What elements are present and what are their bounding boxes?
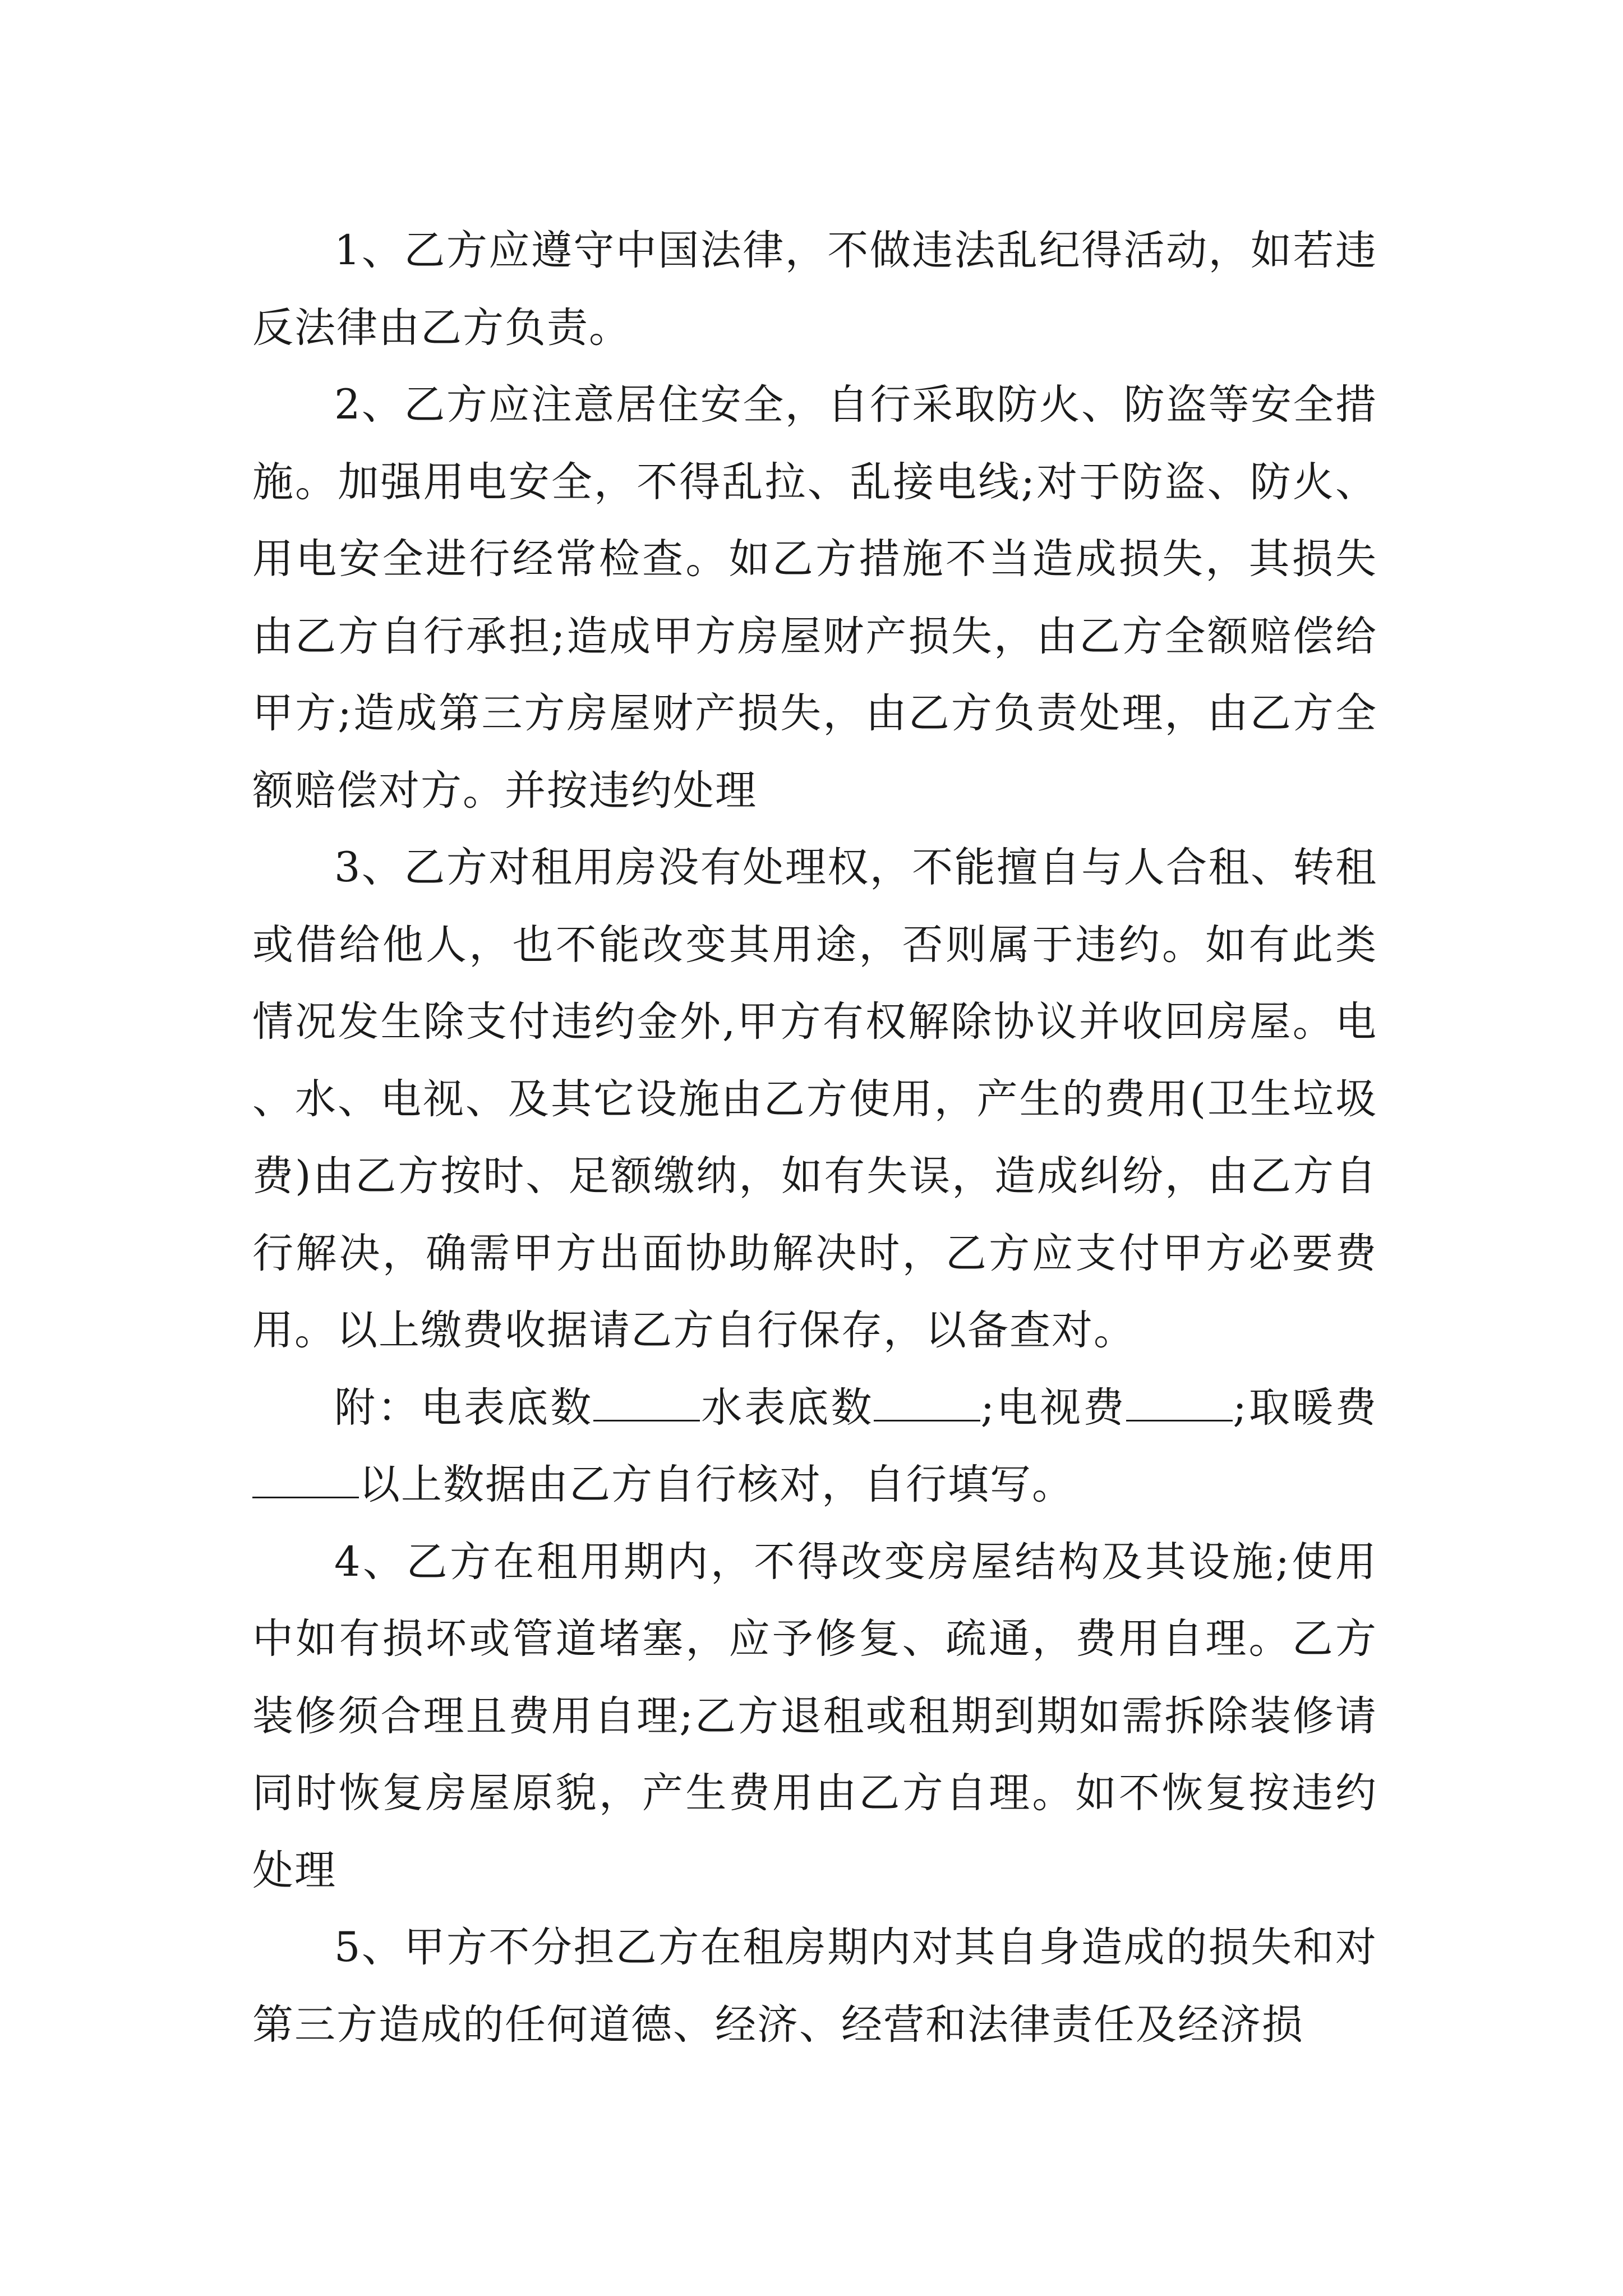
heating-fee-blank[interactable] (252, 1463, 359, 1498)
electric-meter-blank[interactable] (593, 1386, 700, 1421)
water-meter-label: 水表底数 (700, 1383, 874, 1432)
clause-5-paragraph: 5、甲方不分担乙方在租房期内对其自身造成的损失和对第三方造成的任何道德、经济、经营和法律责任及经济损 (252, 1924, 1377, 2049)
appendix-suffix: 以上数据由乙方自行核对，自行填写。 (359, 1461, 1074, 1508)
document-page (252, 212, 1377, 2063)
appendix-meter-readings (252, 1369, 1377, 1524)
tv-fee-label: ;电视费 (980, 1383, 1127, 1432)
appendix-prefix: 附：电表底数 (334, 1383, 594, 1432)
water-meter-blank[interactable] (874, 1386, 980, 1421)
clause-2-paragraph: 2、乙方应注意居住安全，自行采取防火、防盗等安全措施。加强用电安全，不得乱拉、乱接电线;对于防盗、防火、用电安全进行经常检查。如乙方措施不当造成损失，其损失由乙方自行承担;造成甲方房屋财产损失，由乙方全额赔偿给甲方;造成第三方房屋财产损失，由乙方负责处理，由乙方全额赔偿对方。并按违约处理 (252, 381, 1377, 815)
clause-4-paragraph: 4、乙方在租用期内，不得改变房屋结构及其设施;使用中如有损坏或管道堵塞，应予修复、疏通，费用自理。乙方装修须合理且费用自理;乙方退租或租期到期如需拆除装修请同时恢复房屋原貌，产生费用由乙方自理。如不恢复按违约处理 (252, 1538, 1377, 1894)
tv-fee-blank[interactable] (1126, 1386, 1233, 1421)
clause-3-paragraph: 3、乙方对租用房没有处理权，不能擅自与人合租、转租或借给他人，也不能改变其用途，否则属于违约。如有此类情况发生除支付违约金外,甲方有权解除协议并收回房屋。电、水、电视、及其它设施由乙方使用，产生的费用(卫生垃圾费)由乙方按时、足额缴纳，如有失误，造成纠纷，由乙方自行解决，确需甲方出面协助解决时，乙方应支付甲方必要费用。以上缴费收据请乙方自行保存，以备查对。 (252, 844, 1377, 1354)
heating-fee-label: ;取暖费 (1233, 1383, 1377, 1432)
clause-1-paragraph: 1、乙方应遵守中国法律，不做违法乱纪得活动，如若违反法律由乙方负责。 (252, 227, 1377, 352)
